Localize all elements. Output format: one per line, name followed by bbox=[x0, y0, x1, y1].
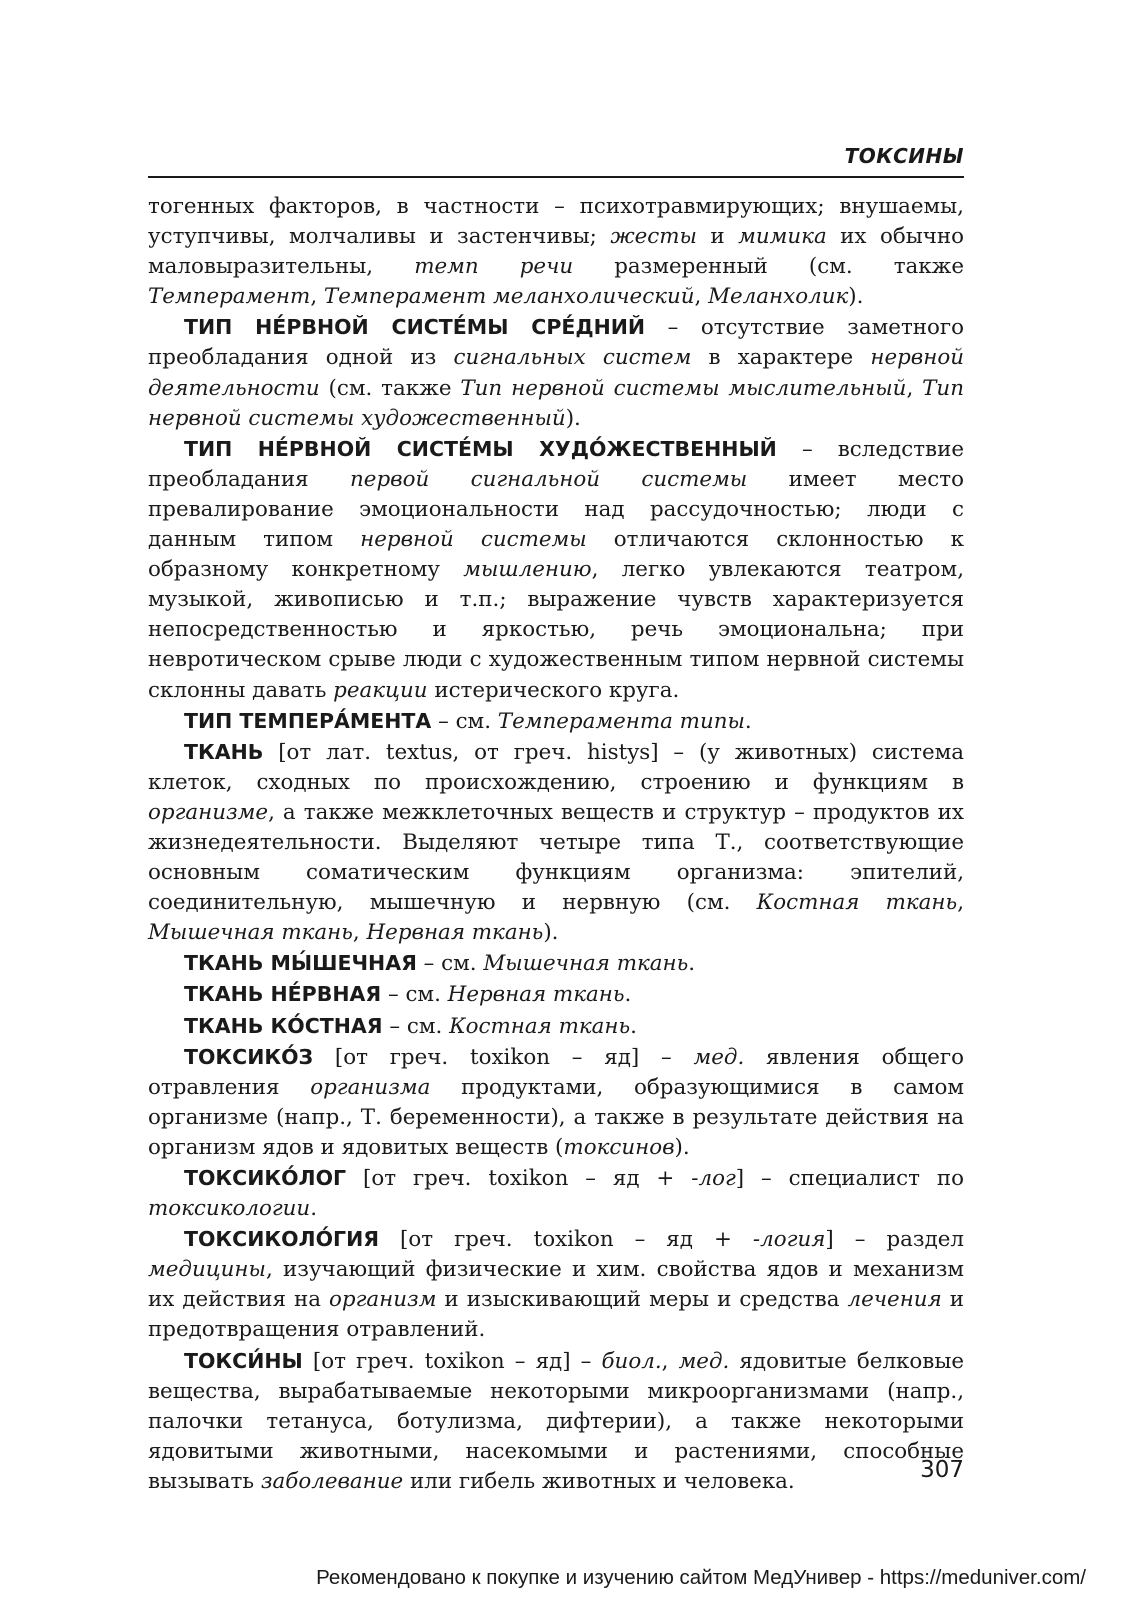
entry-term: ТКАНЬ КО́СТНАЯ bbox=[184, 1013, 383, 1038]
page-number: 307 bbox=[920, 1457, 964, 1483]
entry-toksiny: ТОКСИ́НЫ [от греч. toxikon – яд] – биол., мед. ядовитые белковые вещества, вырабатываемые некоторыми микроорганизмами (напр., палочки тетануса, ботулизма, дифтерии), а также некоторыми ядовитыми животными, насекомыми и растениями, способные вызывать заболевание или гибель животных и человека. bbox=[148, 1348, 965, 1494]
continuation-paragraph: тогенных факторов, в частности – психотравмирующих; внушаемы, уступчивы, молчаливы и застенчивы; жесты и мимика их обычно маловыразительны, темп речи размеренный (см. также Темперамент, Темперамент меланхолический, Меланхолик). bbox=[148, 194, 965, 310]
entry-tkan-kostnaya: ТКАНЬ КО́СТНАЯ – см. Костная ткань. bbox=[184, 1013, 637, 1039]
entry-toksikoz: ТОКСИКО́З [от греч. toxikon – яд] – мед. явления общего отравления организма продуктами, образующимися в самом организме (напр., Т. беременности), а также в результате действия на организм ядов и ядовитых веществ (токсинов). bbox=[148, 1044, 964, 1160]
entry-term: ТКАНЬ МЫ́ШЕЧНАЯ bbox=[184, 951, 417, 976]
entry-term: ТОКСИКОЛО́ГИЯ bbox=[184, 1227, 380, 1252]
entry-tkan-nervnaya: ТКАНЬ НЕ́РВНАЯ – см. Нервная ткань. bbox=[184, 982, 632, 1008]
footer-note: Рекомендовано к покупке и изучению сайтом МедУнивер - https://meduniver.com/ bbox=[316, 1566, 1086, 1589]
entry-toksikolog: ТОКСИКО́ЛОГ [от греч. toxikon – яд + -лог] – специалист по токсикологии. bbox=[148, 1166, 964, 1222]
entry-term: ТОКСИКО́З bbox=[184, 1044, 314, 1069]
entry-term: ТИП НЕ́РВНОЙ СИСТЕ́МЫ СРЕ́ДНИЙ bbox=[184, 315, 646, 340]
dictionary-text bbox=[148, 192, 964, 1497]
entry-term: ТОКСИКО́ЛОГ bbox=[184, 1166, 347, 1190]
entry-toksikologiya: ТОКСИКОЛО́ГИЯ [от греч. toxikon – яд + -логия] – раздел медицины, изучающий физические и хим. свойства ядов и механизм их действия на организм и изыскивающий меры и средства лечения и предотвращения отравлений. bbox=[148, 1227, 964, 1343]
entry-term: ТОКСИ́НЫ bbox=[184, 1348, 303, 1373]
entry-term: ТИП ТЕМПЕРА́МЕНТА bbox=[184, 708, 432, 733]
entry-tip-temperamenta: ТИП ТЕМПЕРА́МЕНТА – см. Темперамента типы. bbox=[184, 708, 752, 734]
entry-tip-srednii: ТИП НЕ́РВНОЙ СИСТЕ́МЫ СРЕ́ДНИЙ – отсутствие заметного преобладания одной из сигнальных систем в характере нервной деятельности (см. также Тип нервной системы мыслительный, Тип нервной системы художественный). bbox=[148, 315, 964, 431]
running-head bbox=[148, 140, 964, 178]
entry-term: ТИП НЕ́РВНОЙ СИСТЕ́МЫ ХУДО́ЖЕСТВЕННЫЙ bbox=[184, 436, 777, 461]
entry-tkan-myshechnaya: ТКАНЬ МЫ́ШЕЧНАЯ – см. Мышечная ткань. bbox=[184, 951, 696, 977]
entry-tip-khudozhestvennyi: ТИП НЕ́РВНОЙ СИСТЕ́МЫ ХУДО́ЖЕСТВЕННЫЙ – вследствие преобладания первой сигнальной системы имеет место превалирование эмоциональности над рассудочностью; люди с данным типом нервной системы отличаются склонностью к образному конкретному мышлению, легко увлекаются театром, музыкой, живописью и т.п.; выражение чувств характеризуется непосредственностью и яркостью, речь эмоциональна; при невротическом срыве люди с художественным типом нервной системы склонны давать реакции истерического круга. bbox=[148, 436, 964, 703]
running-head-title: ТОКСИНЫ bbox=[844, 144, 964, 168]
entry-tkan: ТКАНЬ [от лат. textus, от греч. histys] – (у животных) система клеток, сходных по происхождению, строению и функциям в организме, а также межклеточных веществ и структур – продуктов их жизнедеятельности. Выделяют четыре типа Т., соответствующие основным соматическим функциям организма: эпителий, соединительную, мышечную и нервную (см. Костная ткань, Мышечная ткань, Нервная ткань). bbox=[148, 739, 964, 946]
entry-term: ТКАНЬ bbox=[184, 739, 264, 764]
entry-term: ТКАНЬ НЕ́РВНАЯ bbox=[184, 982, 382, 1007]
